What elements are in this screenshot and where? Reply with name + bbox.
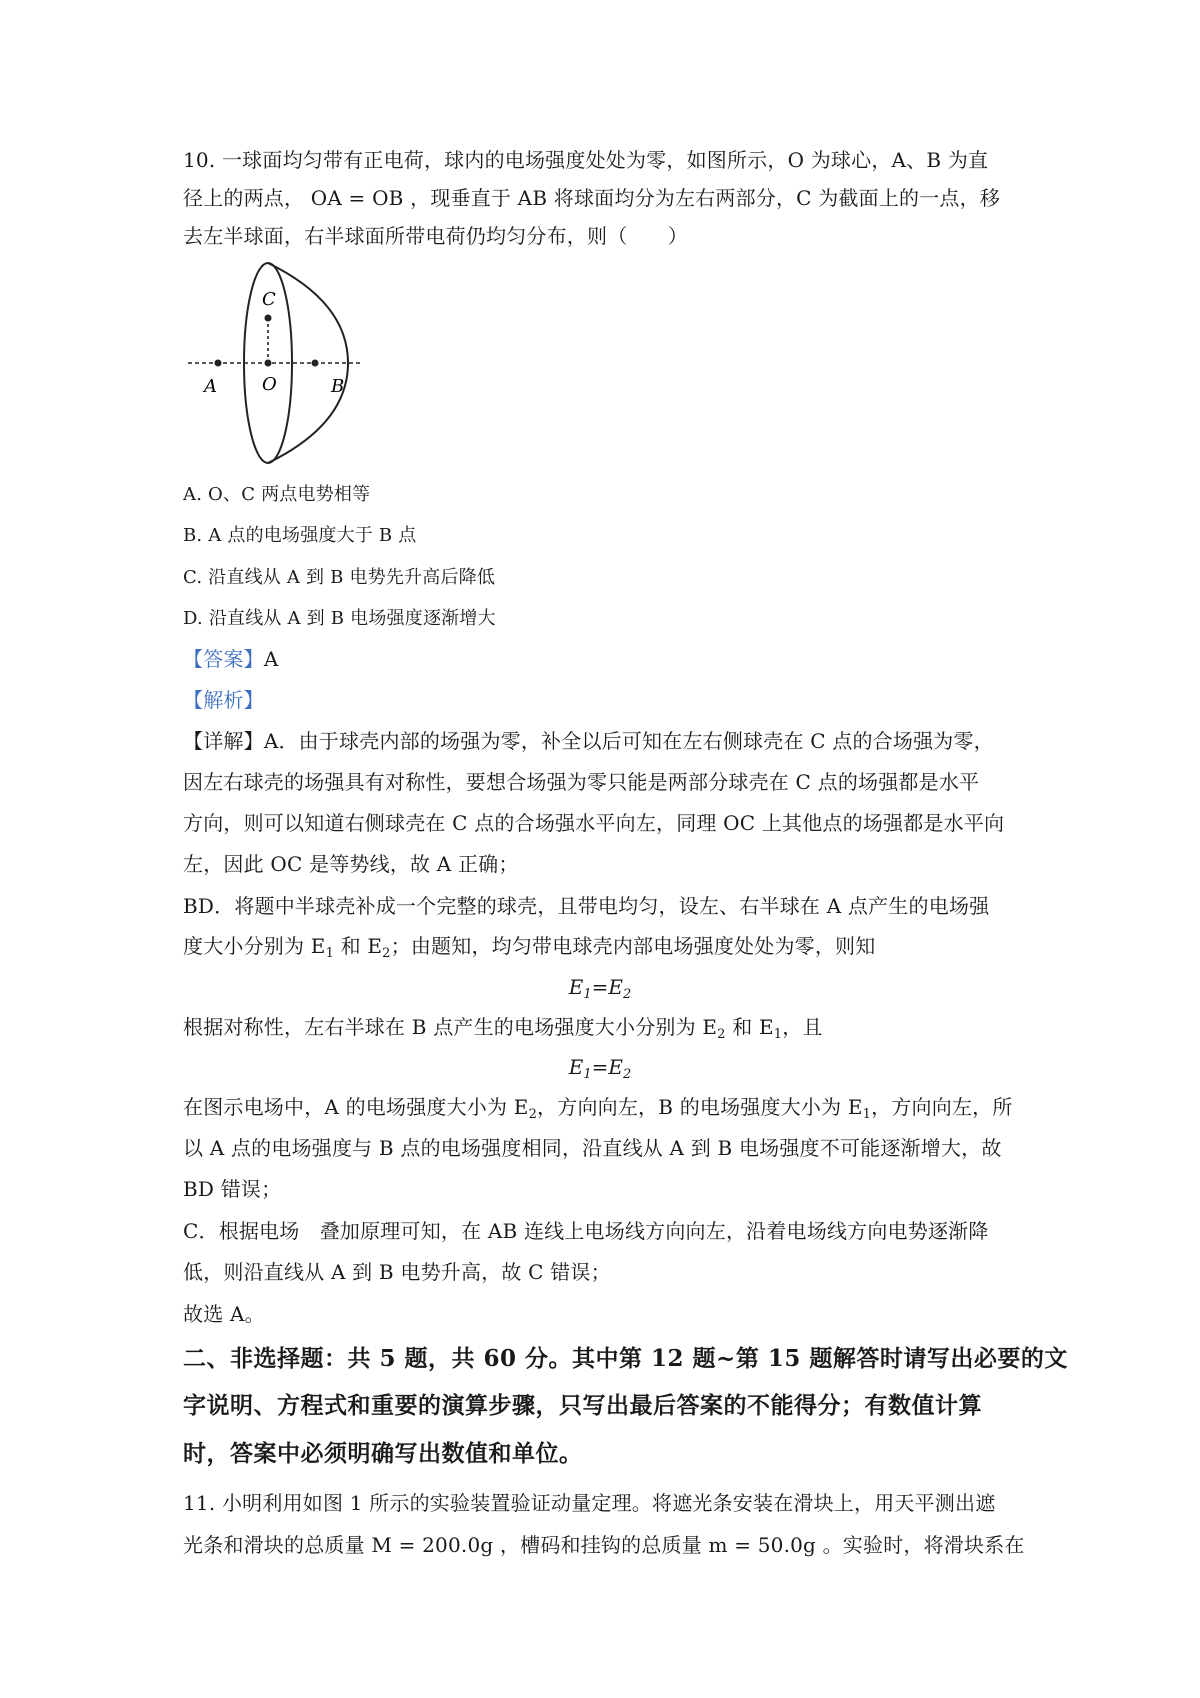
- q11-line-2: 光条和滑块的总质量 M = 200.0g ，槽码和挂钩的总质量 m = 50.0g 。实验时，将滑块系在: [183, 1533, 1025, 1557]
- field-line-3: BD 错误；: [183, 1177, 282, 1201]
- option-b: B. A 点的电场强度大于 B 点: [183, 525, 417, 546]
- label-c: C: [262, 289, 276, 310]
- option-a: A. O、C 两点电势相等: [183, 484, 371, 505]
- equation-2: $E_1=E_2$: [568, 1055, 632, 1082]
- detail-line-3: 方向，则可以知道右侧球壳在 C 点的合场强水平向左，同理 OC 上其他点的场强都是水平向: [183, 811, 1005, 835]
- q10-line-3: 去左半球面，右半球面所带电荷仍均匀分布，则（ ）: [183, 224, 688, 248]
- answer-value: A: [263, 647, 279, 671]
- answer-line: [183, 645, 278, 673]
- section-2-heading-2: 字说明、方程式和重要的演算步骤，只写出最后答案的不能得分；有数值计算: [183, 1392, 982, 1419]
- option-c: C. 沿直线从 A 到 B 电势先升高后降低: [183, 567, 496, 588]
- detail-line-1: 【详解】A．由于球壳内部的场强为零，补全以后可知在左右侧球壳在 C 点的合场强为零，: [183, 729, 994, 753]
- label-a: A: [204, 376, 217, 397]
- analysis-tag: 【解析】: [183, 688, 264, 712]
- label-o: O: [262, 374, 277, 395]
- field-line-2: 以 A 点的电场强度与 B 点的电场强度相同，沿直线从 A 到 B 电场强度不可能逐渐增大，故: [183, 1136, 1002, 1160]
- detail-tag: 【详解】: [183, 729, 264, 753]
- detail-bd-line-1: BD．将题中半球壳补成一个完整的球壳，且带电均匀，设左、右半球在 A 点产生的电场强: [183, 894, 990, 918]
- section-2-heading-1: 二、非选择题：共 5 题，共 60 分。其中第 12 题~第 15 题解答时请写出必要的文: [183, 1345, 1068, 1372]
- detail-bd-line-2: 度大小分别为 $E_1$ 和 $E_2$；由题知，均匀带电球壳内部电场强度处处为零，则知: [183, 934, 876, 961]
- section-2-heading-3: 时，答案中必须明确写出数值和单位。: [183, 1440, 583, 1467]
- q10-line-2: 径上的两点， OA = OB ，现垂直于 AB 将球面均分为左右两部分，C 为截面上的一点，移: [183, 186, 1001, 210]
- final-choice: 故选 A。: [183, 1302, 265, 1326]
- q11-line-1: 11. 小明利用如图 1 所示的实验装置验证动量定理。将遮光条安装在滑块上，用天平测出遮: [183, 1491, 996, 1515]
- answer-tag: 【答案】: [183, 647, 264, 671]
- equation-1: $E_1=E_2$: [568, 975, 632, 1002]
- detail-line-4: 左，因此 OC 是等势线，故 A 正确；: [183, 852, 519, 876]
- symmetry-line: 根据对称性，左右半球在 B 点产生的电场强度大小分别为 $E_2$ 和 $E_1$，且: [183, 1015, 823, 1042]
- option-c-explanation-1: C．根据电场 叠加原理可知，在 AB 连线上电场线方向向左，沿着电场线方向电势逐渐降: [183, 1219, 989, 1243]
- detail-line-2: 因左右球壳的场强具有对称性，要想合场强为零只能是两部分球壳在 C 点的场强都是水平: [183, 770, 980, 794]
- option-d: D. 沿直线从 A 到 B 电场强度逐渐增大: [183, 608, 496, 629]
- q10-line-1: 10. 一球面均匀带有正电荷，球内的电场强度处处为零，如图所示，O 为球心，A、B 为直: [183, 148, 989, 172]
- field-line-1: 在图示电场中，A 的电场强度大小为 $E_2$，方向向左，B 的电场强度大小为 $E_1$，方向向左，所: [183, 1095, 1013, 1122]
- option-c-explanation-2: 低，则沿直线从 A 到 B 电势升高，故 C 错误；: [183, 1260, 611, 1284]
- hemisphere-figure: [183, 262, 383, 472]
- label-b: B: [331, 376, 345, 397]
